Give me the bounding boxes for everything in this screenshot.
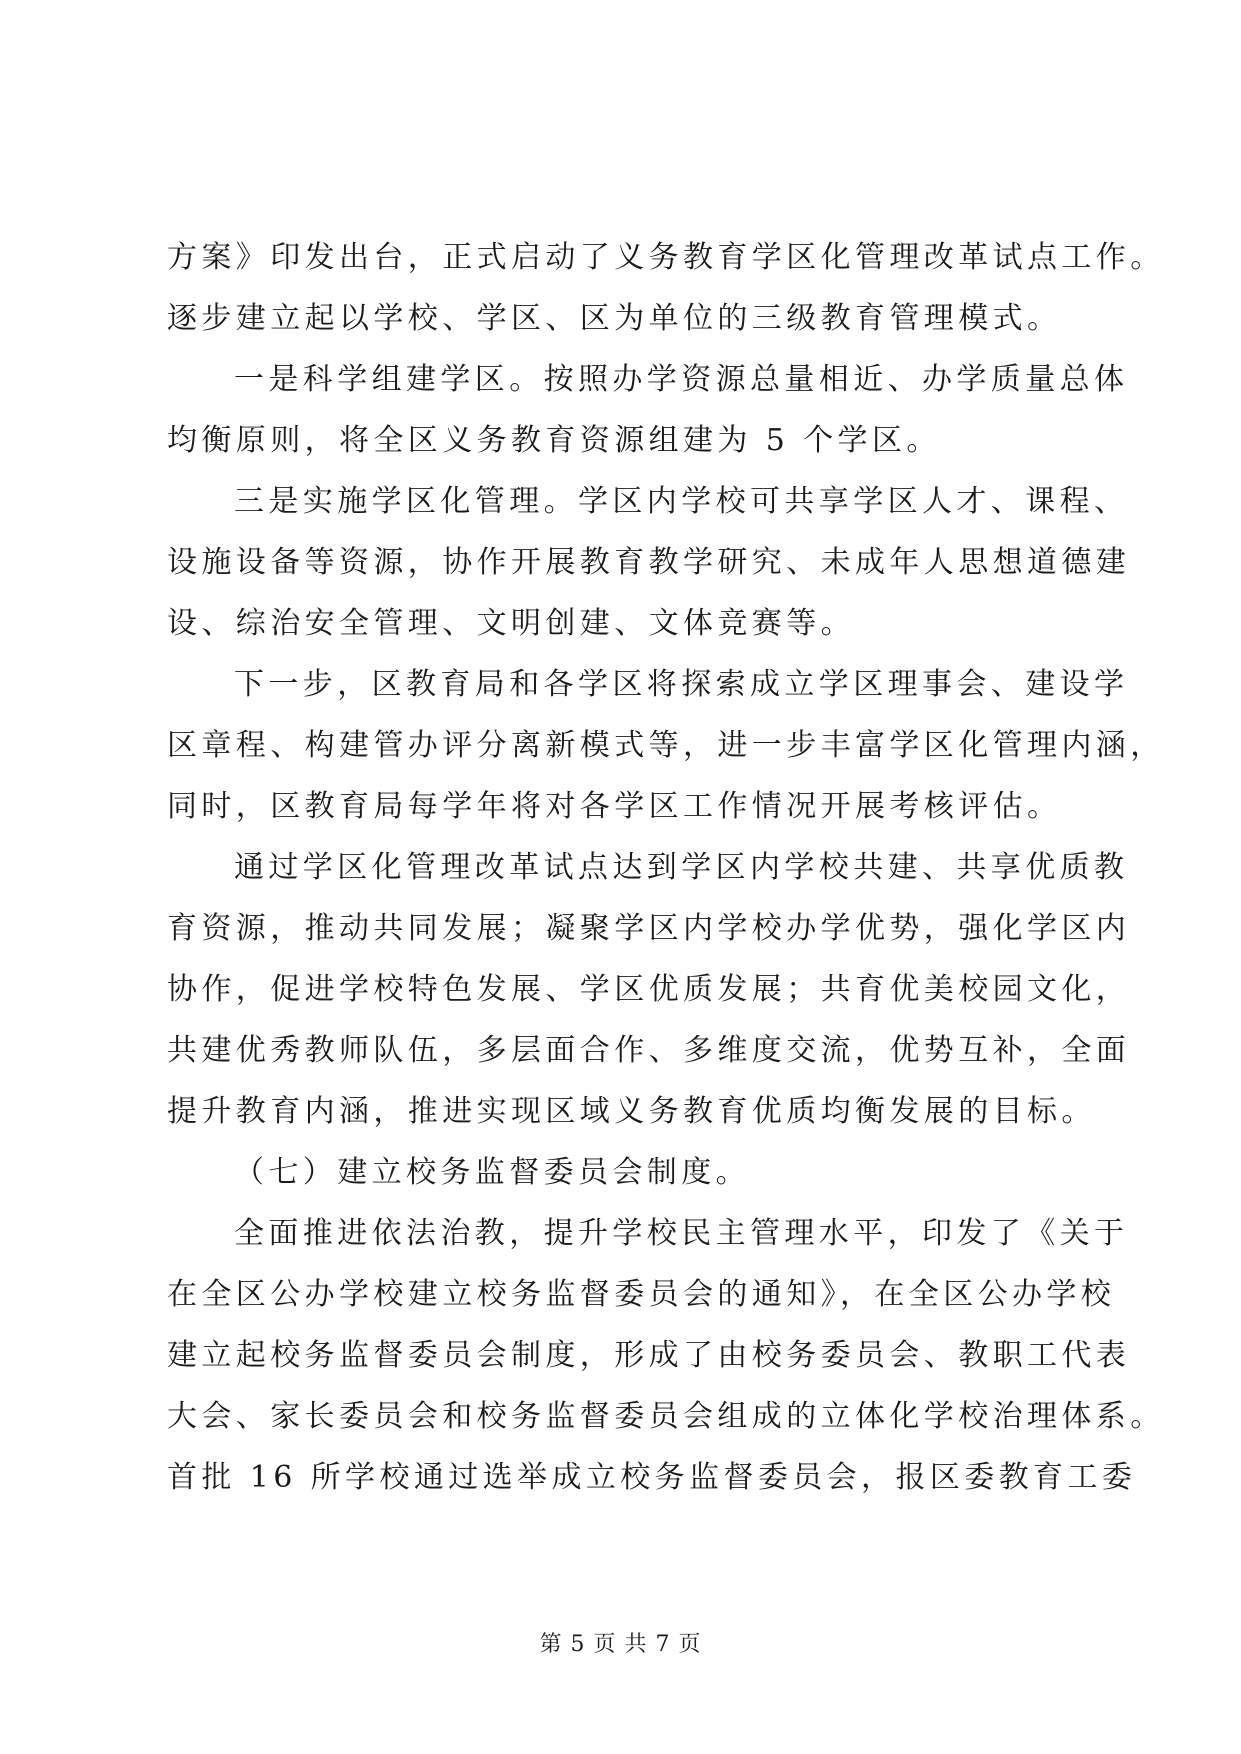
text-line: 育资源，推动共同发展；凝聚学区内学校办学优势，强化学区内 xyxy=(167,911,1131,946)
page-number-footer: 第 5 页 共 7 页 xyxy=(539,1632,702,1657)
text-line: 共建优秀教师队伍，多层面合作、多维度交流，优势互补，全面 xyxy=(167,1033,1131,1068)
text-line: 设施设备等资源，协作开展教育教学研究、未成年人思想道德建 xyxy=(167,545,1131,580)
text-line: 逐步建立起以学校、学区、区为单位的三级教育管理模式。 xyxy=(167,301,1062,336)
text-line: 在全区公办学校建立校务监督委员会的通知》，在全区公办学校 xyxy=(167,1277,1116,1312)
paragraph-start-line: 全面推进依法治教，提升学校民主管理水平，印发了《关于 xyxy=(234,1216,1129,1251)
text-line: 均衡原则，将全区义务教育资源组建为 5 个学区。 xyxy=(167,423,941,458)
text-line: 协作，促进学校特色发展、学区优质发展；共育优美校园文化， xyxy=(167,972,1131,1007)
text-line: 方案》印发出台，正式启动了义务教育学区化管理改革试点工作。 xyxy=(167,240,1165,275)
section-heading: （七）建立校务监督委员会制度。 xyxy=(234,1155,750,1190)
document-body xyxy=(167,227,1165,1508)
text-line: 建立起校务监督委员会制度，形成了由校务委员会、教职工代表 xyxy=(167,1338,1131,1373)
text-line: 区章程、构建管办评分离新模式等，进一步丰富学区化管理内涵， xyxy=(167,728,1165,763)
paragraph-start-line: 一是科学组建学区。按照办学资源总量相近、办学质量总体 xyxy=(234,362,1129,397)
text-line: 首批 16 所学校通过选举成立校务监督委员会，报区委教育工委 xyxy=(167,1460,1137,1495)
text-line: 提升教育内涵，推进实现区域义务教育优质均衡发展的目标。 xyxy=(167,1094,1096,1129)
paragraph-start-line: 通过学区化管理改革试点达到学区内学校共建、共享优质教 xyxy=(234,850,1129,885)
text-line: 设、综治安全管理、文明创建、文体竞赛等。 xyxy=(167,606,855,641)
text-line: 大会、家长委员会和校务监督委员会组成的立体化学校治理体系。 xyxy=(167,1399,1165,1434)
text-line: 同时，区教育局每学年将对各学区工作情况开展考核评估。 xyxy=(167,789,1062,824)
paragraph-start-line: 三是实施学区化管理。学区内学校可共享学区人才、课程、 xyxy=(234,484,1129,519)
paragraph-start-line: 下一步，区教育局和各学区将探索成立学区理事会、建设学 xyxy=(234,667,1129,702)
